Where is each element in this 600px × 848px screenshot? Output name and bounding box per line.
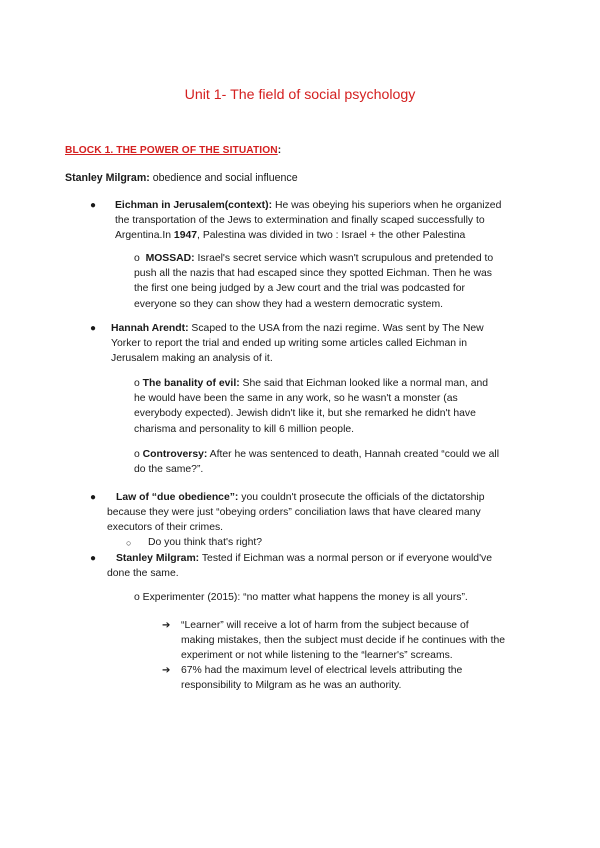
controversy-line-1 — [134, 447, 534, 462]
mossad-line-1-text: Israel's secret service which wasn't scrupulous and pretended to — [194, 253, 494, 264]
mossad-line-4: everyone so they can show they had a western democratic system. — [134, 298, 443, 310]
learner-line-1: “Learner” will receive a lot of harm from the subject because of — [181, 620, 469, 631]
controversy-paragraph — [134, 447, 534, 477]
learner-line-2: making mistakes, then the subject must decide if he continues with the — [181, 635, 506, 647]
due-obedience-label: Law of “due obedience”: — [116, 492, 239, 503]
percent-line-2: responsibility to Milgram as he was an authority. — [181, 680, 402, 692]
banality-line-1 — [134, 376, 534, 391]
mossad-marker: o — [134, 253, 140, 264]
due-obedience-paragraph — [107, 490, 557, 536]
arendt-line-1-text: Scaped to the USA from the nazi regime. Was sent by The New — [188, 323, 484, 334]
banality-marker: o — [134, 378, 140, 389]
bullet-icon: ● — [90, 323, 97, 334]
eichman-line-2: the transportation of the Jews to extermination and finally scaped successfully to — [115, 215, 485, 227]
milgram-test-line-1-text: Tested if Eichman was a normal person or if everyone would've — [199, 553, 493, 564]
experimenter-marker: o — [134, 592, 140, 603]
eichman-year: 1947 — [173, 230, 198, 242]
mossad-label: MOSSAD: — [145, 253, 195, 264]
banality-line-3: everybody expected). Jewish didn't like it, but she remarked he didn't have — [134, 408, 476, 420]
arendt-line-1 — [111, 321, 551, 336]
banality-label: The banality of evil: — [142, 378, 240, 389]
block-heading-colon: : — [277, 145, 282, 156]
eichman-paragraph — [115, 198, 558, 244]
milgram-intro — [65, 171, 298, 186]
bullet-icon: ● — [90, 492, 97, 503]
banality-paragraph — [134, 376, 534, 437]
eichman-line-3 — [115, 228, 558, 243]
eichman-line-3-post: , Palestina was divided in two : Israel + the other Palestina — [197, 230, 466, 242]
banality-line-2: he would have been the same in any work, so he wasn't a monster (as — [134, 393, 458, 405]
mossad-line-3: the first one being judged by a Jew court and the trial was podcasted for — [134, 283, 465, 295]
controversy-line-1-text: After he was sentenced to death, Hannah created “could we all — [207, 449, 500, 460]
due-obedience-line-2: because they were just “obeying orders” conciliation laws that have cleared many — [107, 507, 481, 519]
mossad-line-2: push all the nazis that had escaped since they spotted Eichman. Then he was — [134, 268, 492, 280]
milgram-test-label: Stanley Milgram: — [116, 553, 200, 564]
milgram-intro-name: Stanley Milgram: — [65, 172, 150, 184]
controversy-label: Controversy: — [142, 449, 208, 460]
eichman-line-3-pre: Argentina.In — [115, 230, 174, 242]
percent-line-1: 67% had the maximum level of electrical levels attributing the — [181, 665, 463, 676]
controversy-marker: o — [134, 449, 140, 460]
due-obedience-line-1-text: you couldn't prosecute the officials of the dictatorship — [238, 492, 485, 503]
mossad-line-1 — [134, 251, 534, 266]
milgram-intro-text: obedience and social influence — [149, 172, 298, 184]
learner-paragraph — [181, 618, 551, 664]
due-obedience-line-1 — [116, 490, 557, 505]
page-title: Unit 1- The field of social psychology — [184, 87, 416, 103]
arrow-right-icon: ➔ — [162, 665, 171, 676]
milgram-test-line-1 — [116, 551, 557, 566]
banality-line-1-text: She said that Eichman looked like a normal man, and — [239, 378, 489, 389]
bullet-icon: ● — [90, 200, 97, 211]
eichman-line-1-text: He was obeying his superiors when he organized — [272, 200, 502, 211]
arendt-line-2: Yorker to report the trial and ended up writing some articles called Eichman in — [111, 338, 467, 350]
experimenter-text: Experimenter (2015): “no matter what happens the money is all yours”. — [142, 592, 468, 603]
mossad-paragraph — [134, 251, 534, 312]
arendt-paragraph — [111, 321, 551, 367]
due-obedience-question: Do you think that's right? — [148, 537, 263, 548]
learner-line-3: experiment or not while listening to the “learner's” screams. — [181, 650, 453, 662]
sub-bullet-icon: ○ — [126, 538, 132, 548]
milgram-test-line-2: done the same. — [107, 568, 179, 580]
arrow-right-icon: ➔ — [162, 620, 171, 631]
arendt-label: Hannah Arendt: — [111, 323, 189, 334]
bullet-icon: ● — [90, 553, 97, 564]
block-heading — [65, 143, 281, 158]
experimenter-paragraph — [134, 590, 554, 605]
eichman-line-1 — [115, 198, 555, 213]
eichman-label: Eichman in Jerusalem(context): — [115, 200, 273, 211]
controversy-line-2: do the same?”. — [134, 464, 204, 476]
banality-line-4: charisma and personality to kill 6 million people. — [134, 423, 355, 435]
percent-paragraph — [181, 663, 551, 693]
block-heading-text: BLOCK 1. THE POWER OF THE SITUATION — [65, 145, 278, 156]
due-obedience-line-3: executors of their crimes. — [107, 522, 224, 534]
milgram-test-paragraph — [107, 551, 557, 581]
arendt-line-3: Jerusalem making an analysis of it. — [111, 353, 273, 365]
